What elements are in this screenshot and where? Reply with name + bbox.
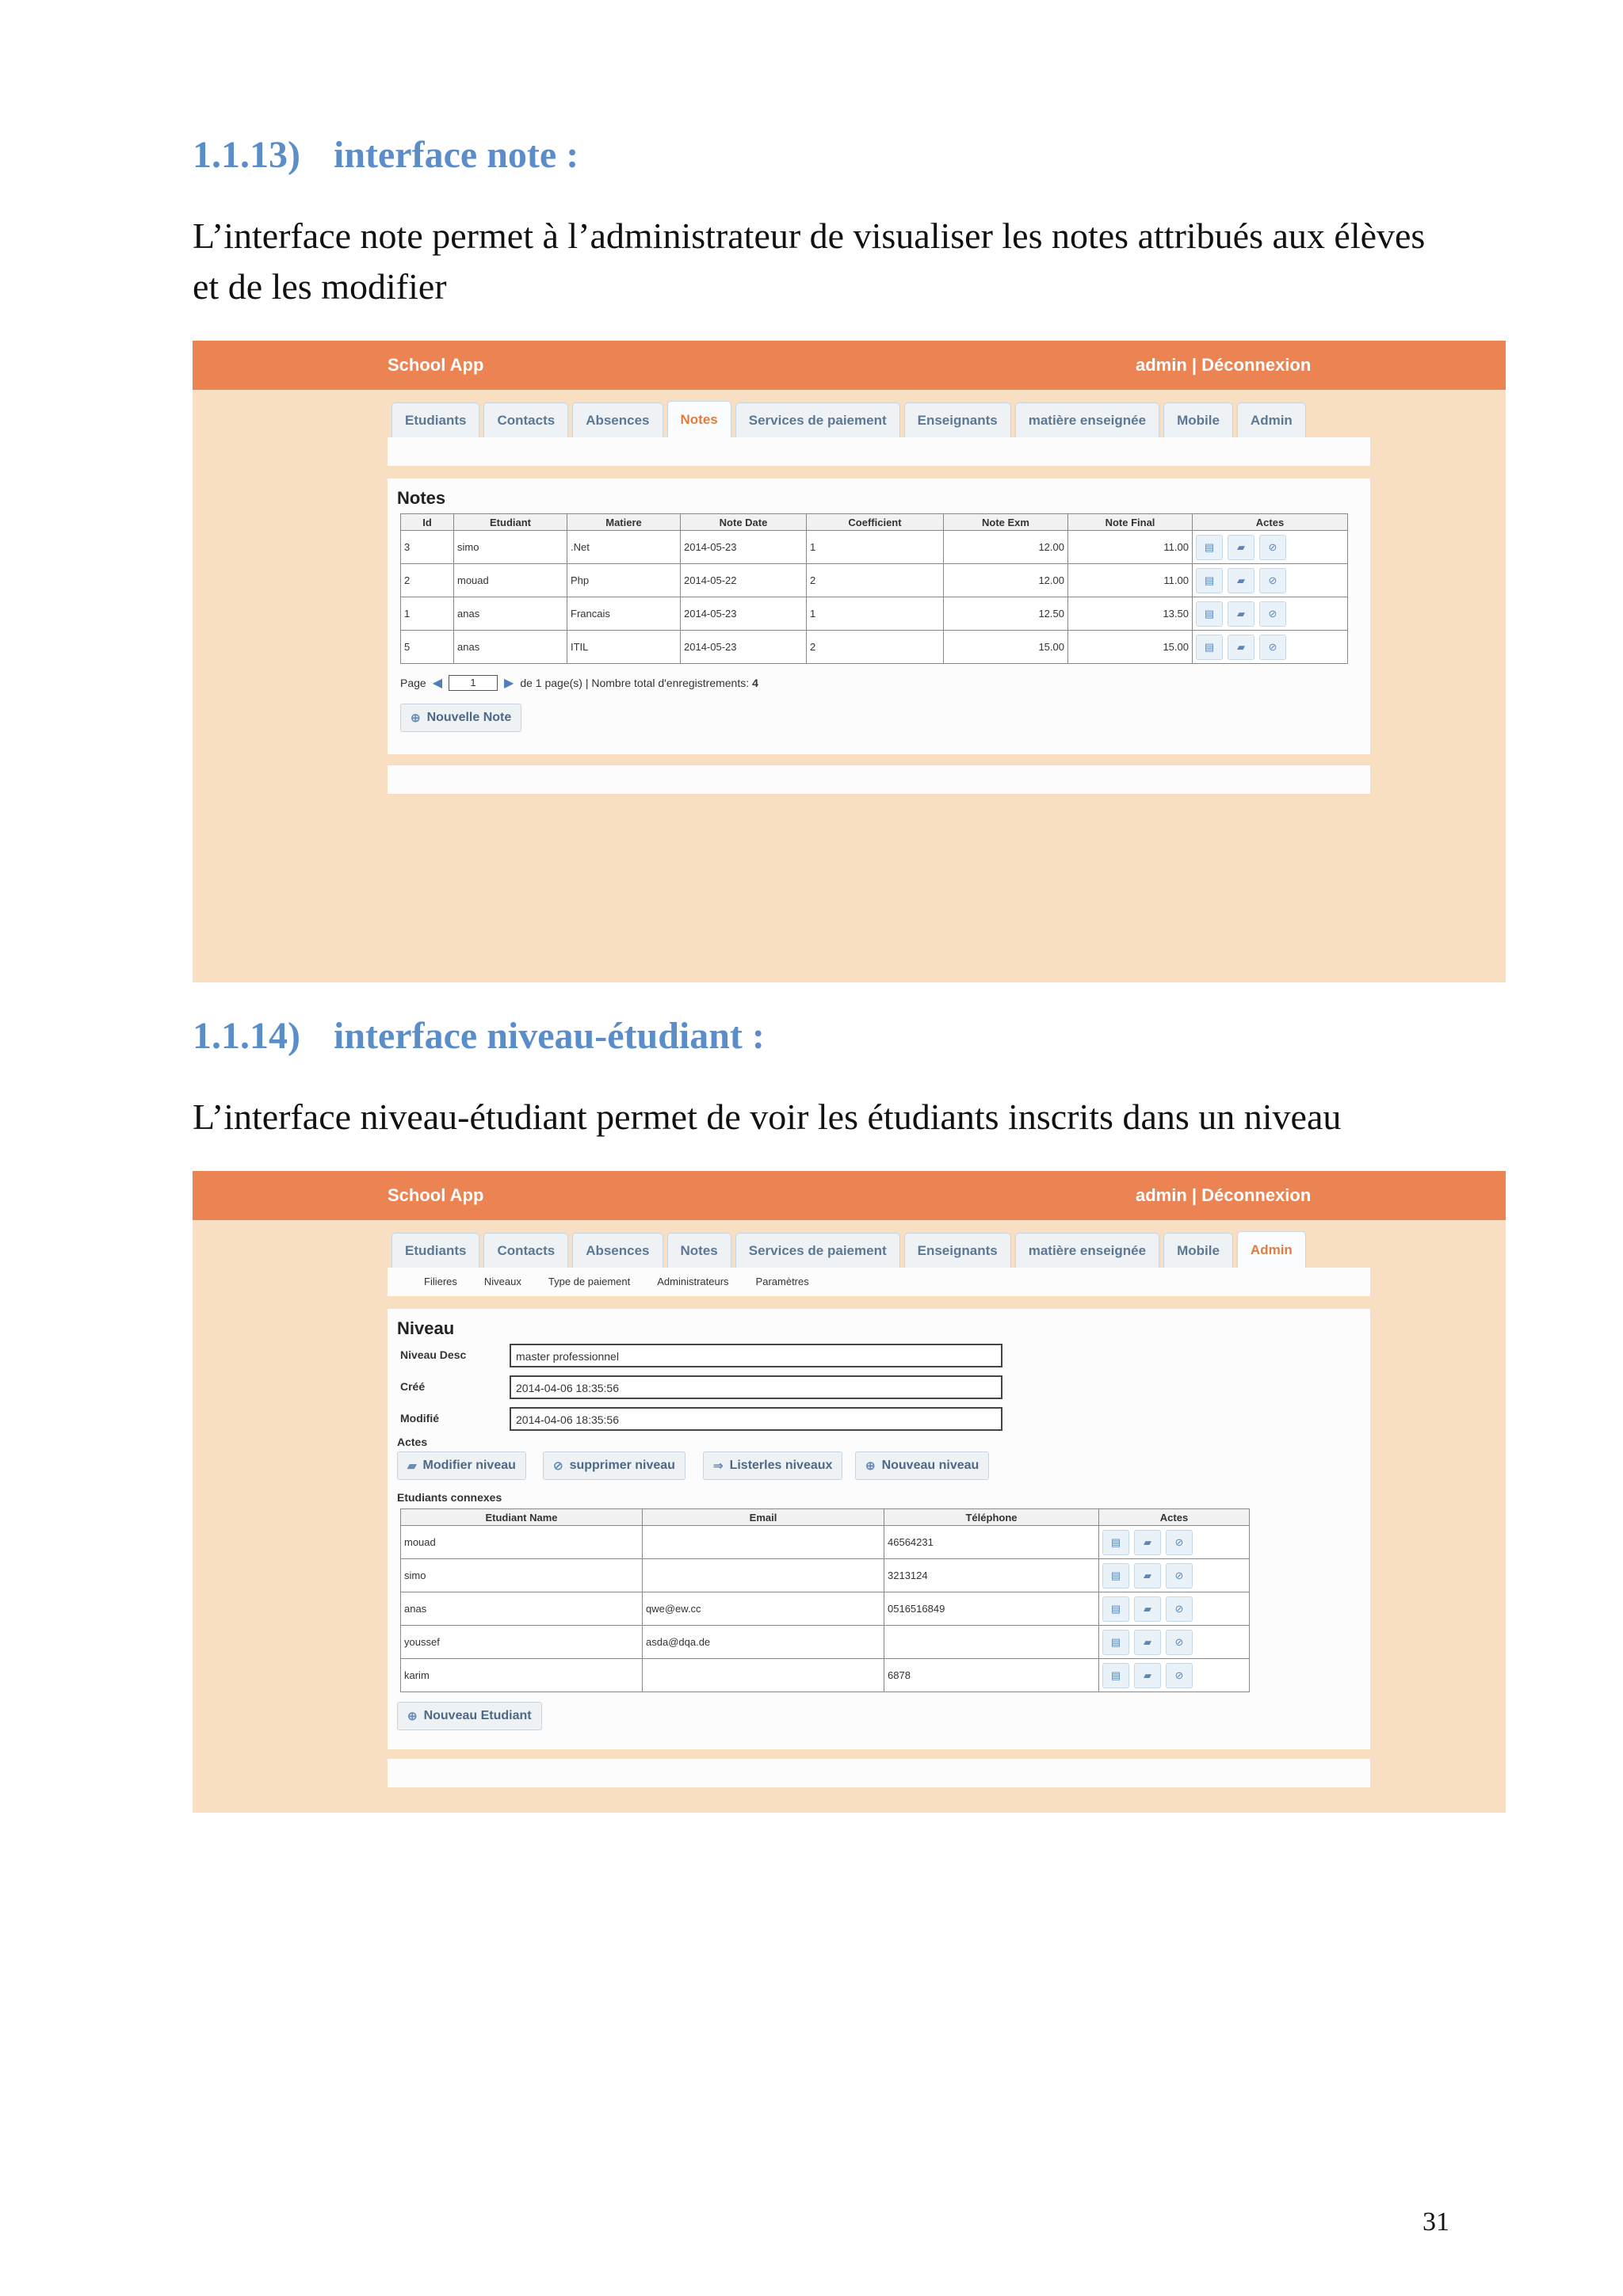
delete-icon[interactable]: ⊘: [1259, 635, 1286, 660]
view-icon[interactable]: ▤: [1196, 568, 1223, 593]
list-levels-button[interactable]: [703, 1451, 842, 1480]
cell-note-exm: 15.00: [944, 631, 1068, 664]
tab-etudiants[interactable]: Etudiants: [391, 402, 479, 437]
view-icon[interactable]: ▤: [1102, 1630, 1129, 1655]
cell-name: anas: [401, 1592, 643, 1626]
delete-icon[interactable]: ⊘: [1166, 1530, 1193, 1555]
cell-note-final: 11.00: [1068, 531, 1193, 564]
new-student-label: Nouveau Etudiant: [423, 1709, 532, 1722]
cell-phone: 0516516849: [884, 1592, 1099, 1626]
cell-matiere: Francais: [567, 597, 681, 631]
actions-label: Actes: [397, 1436, 428, 1448]
cell-email: [643, 1559, 884, 1592]
cell-name: karim: [401, 1659, 643, 1692]
user-links[interactable]: admin | Déconnexion: [1136, 355, 1312, 375]
niveau-screenshot: [193, 1171, 1506, 1813]
section-number: 1.1.14): [193, 1015, 300, 1057]
cell-etudiant: simo: [454, 531, 567, 564]
app-name[interactable]: School App: [388, 1185, 484, 1205]
table-header-row: [401, 1509, 1250, 1526]
view-icon[interactable]: ▤: [1196, 635, 1223, 660]
main-tabs: [391, 402, 1306, 437]
cell-etudiant: anas: [454, 597, 567, 631]
cell-actes: [1099, 1526, 1250, 1559]
table-row[interactable]: [401, 1526, 1250, 1559]
cell-email: asda@dqa.de: [643, 1626, 884, 1659]
subnav-niveaux[interactable]: Niveaux: [483, 1276, 521, 1287]
col-matiere[interactable]: Matiere: [567, 514, 681, 531]
delete-icon[interactable]: ⊘: [1259, 568, 1286, 593]
view-icon[interactable]: ▤: [1102, 1530, 1129, 1555]
app-name[interactable]: School App: [388, 355, 484, 375]
cell-note-date: 2014-05-22: [681, 564, 807, 597]
list-icon: ⇒: [713, 1459, 724, 1473]
subnav-strip: [388, 437, 1370, 466]
user-links[interactable]: admin | Déconnexion: [1136, 1185, 1312, 1205]
students-table: [400, 1508, 1250, 1692]
cell-id: 3: [401, 531, 454, 564]
plus-circle-icon: ⊕: [411, 711, 421, 725]
cell-phone: 6878: [884, 1659, 1099, 1692]
next-page-icon[interactable]: ▶: [504, 677, 514, 690]
col-actes: Actes: [1099, 1509, 1250, 1526]
tab-services-paiement[interactable]: Services de paiement: [735, 1233, 900, 1268]
subnav-filieres[interactable]: Filieres: [424, 1276, 457, 1287]
cell-actes: [1099, 1592, 1250, 1626]
section-heading-1: [193, 133, 579, 177]
cell-actes: [1099, 1559, 1250, 1592]
edit-folder-icon[interactable]: ▰: [1228, 568, 1254, 593]
cree-field[interactable]: 2014-04-06 18:35:56: [510, 1375, 1002, 1399]
view-icon[interactable]: ▤: [1102, 1596, 1129, 1622]
cell-matiere: Php: [567, 564, 681, 597]
new-level-button[interactable]: [855, 1451, 989, 1480]
plus-circle-icon: ⊕: [865, 1459, 876, 1473]
col-etudiant-name[interactable]: Etudiant Name: [401, 1509, 643, 1526]
cell-note-date: 2014-05-23: [681, 631, 807, 664]
cell-phone: 46564231: [884, 1526, 1099, 1559]
footer-strip: [388, 765, 1370, 794]
cell-note-exm: 12.00: [944, 564, 1068, 597]
folder-icon: ▰: [407, 1459, 417, 1473]
tab-matiere-enseignee[interactable]: matière enseignée: [1015, 1233, 1159, 1268]
pager: [400, 675, 758, 691]
cell-note-final: 15.00: [1068, 631, 1193, 664]
section-heading-2: [193, 1014, 765, 1058]
col-actes: Actes: [1193, 514, 1348, 531]
cell-actes: [1193, 564, 1348, 597]
table-row[interactable]: [401, 1559, 1250, 1592]
table-row[interactable]: [401, 531, 1348, 564]
cell-note-exm: 12.00: [944, 531, 1068, 564]
tab-notes[interactable]: Notes: [667, 401, 731, 437]
tab-notes[interactable]: Notes: [667, 1233, 731, 1268]
new-level-label: Nouveau niveau: [881, 1459, 980, 1472]
modify-level-label: Modifier niveau: [422, 1459, 516, 1472]
cell-id: 5: [401, 631, 454, 664]
tab-mobile[interactable]: Mobile: [1163, 1233, 1233, 1268]
delete-level-button[interactable]: [543, 1451, 685, 1480]
cell-actes: [1193, 531, 1348, 564]
page-number: 31: [1423, 2207, 1449, 2237]
table-row[interactable]: [401, 564, 1348, 597]
footer-strip: [388, 1759, 1370, 1787]
field-label-niveau-desc: Niveau Desc: [400, 1348, 467, 1361]
cell-id: 1: [401, 597, 454, 631]
cell-coefficient: 1: [807, 531, 944, 564]
tab-absences[interactable]: Absences: [572, 402, 663, 437]
edit-folder-icon[interactable]: ▰: [1134, 1530, 1161, 1555]
edit-folder-icon[interactable]: ▰: [1228, 535, 1254, 560]
cell-matiere: ITIL: [567, 631, 681, 664]
view-icon[interactable]: ▤: [1196, 535, 1223, 560]
delete-icon[interactable]: ⊘: [1166, 1596, 1193, 1622]
view-icon[interactable]: ▤: [1102, 1663, 1129, 1688]
table-row[interactable]: [401, 1626, 1250, 1659]
cell-note-date: 2014-05-23: [681, 531, 807, 564]
tab-admin[interactable]: Admin: [1237, 1231, 1306, 1268]
cell-name: mouad: [401, 1526, 643, 1559]
new-note-label: Nouvelle Note: [426, 711, 512, 724]
delete-icon: ⊘: [553, 1459, 563, 1473]
col-id[interactable]: Id: [401, 514, 454, 531]
pager-total: 4: [752, 677, 758, 689]
cell-name: simo: [401, 1559, 643, 1592]
cell-phone: 3213124: [884, 1559, 1099, 1592]
list-levels-label: Listerles niveaux: [729, 1459, 833, 1472]
tab-contacts[interactable]: Contacts: [483, 402, 568, 437]
cell-email: qwe@ew.cc: [643, 1592, 884, 1626]
cell-actes: [1193, 597, 1348, 631]
tab-absences[interactable]: Absences: [572, 1233, 663, 1268]
cell-phone: [884, 1626, 1099, 1659]
cell-note-final: 11.00: [1068, 564, 1193, 597]
new-student-button[interactable]: [397, 1702, 542, 1730]
new-note-button[interactable]: [400, 704, 521, 732]
panel-title: Niveau: [397, 1318, 455, 1338]
app-header-bar: [193, 341, 1506, 390]
niveau-desc-field[interactable]: master professionnel: [510, 1344, 1002, 1367]
notes-table: [400, 513, 1348, 664]
edit-folder-icon[interactable]: ▰: [1228, 601, 1254, 627]
plus-circle-icon: ⊕: [407, 1710, 418, 1723]
cell-note-final: 13.50: [1068, 597, 1193, 631]
subnav-administrateurs[interactable]: Administrateurs: [657, 1276, 729, 1287]
col-telephone[interactable]: Téléphone: [884, 1509, 1099, 1526]
cell-coefficient: 2: [807, 564, 944, 597]
notes-panel: [388, 479, 1370, 754]
subnav-type-paiement[interactable]: Type de paiement: [548, 1276, 631, 1287]
app-header-bar: [193, 1171, 1506, 1220]
subnav-strip: [388, 1268, 1370, 1296]
edit-folder-icon[interactable]: ▰: [1134, 1563, 1161, 1589]
cell-note-exm: 12.50: [944, 597, 1068, 631]
edit-folder-icon[interactable]: ▰: [1228, 635, 1254, 660]
tab-etudiants[interactable]: Etudiants: [391, 1233, 479, 1268]
cell-name: youssef: [401, 1626, 643, 1659]
tab-matiere-enseignee[interactable]: matière enseignée: [1015, 402, 1159, 437]
niveau-panel: [388, 1309, 1370, 1749]
cell-actes: [1193, 631, 1348, 664]
cell-etudiant: mouad: [454, 564, 567, 597]
col-coefficient[interactable]: Coefficient: [807, 514, 944, 531]
cell-etudiant: anas: [454, 631, 567, 664]
table-row[interactable]: [401, 597, 1348, 631]
edit-folder-icon[interactable]: ▰: [1134, 1630, 1161, 1655]
page-input[interactable]: 1: [449, 675, 498, 691]
col-note-exm[interactable]: Note Exm: [944, 514, 1068, 531]
cell-coefficient: 1: [807, 597, 944, 631]
col-email[interactable]: Email: [643, 1509, 884, 1526]
pager-summary: de 1 page(s) | Nombre total d'enregistrements:: [520, 677, 750, 689]
tab-enseignants[interactable]: Enseignants: [904, 1233, 1011, 1268]
edit-folder-icon[interactable]: ▰: [1134, 1663, 1161, 1688]
cell-id: 2: [401, 564, 454, 597]
tab-services-paiement[interactable]: Services de paiement: [735, 402, 900, 437]
main-tabs: [391, 1233, 1306, 1268]
delete-icon[interactable]: ⊘: [1166, 1663, 1193, 1688]
delete-level-label: supprimer niveau: [569, 1459, 675, 1472]
field-label-modifie: Modifié: [400, 1412, 439, 1425]
table-row[interactable]: [401, 1592, 1250, 1626]
section-paragraph-2: L’interface niveau-étudiant permet de voir les étudiants inscrits dans un niveau: [193, 1097, 1342, 1137]
tab-admin[interactable]: Admin: [1237, 402, 1306, 437]
section-paragraph-1: L’interface note permet à l’administrateur de visualiser les notes attribués aux élèves et de les modifier: [193, 215, 1426, 307]
col-note-final[interactable]: Note Final: [1068, 514, 1193, 531]
cell-email: [643, 1526, 884, 1559]
modify-level-button[interactable]: [397, 1451, 526, 1480]
view-icon[interactable]: ▤: [1102, 1563, 1129, 1589]
cell-coefficient: 2: [807, 631, 944, 664]
pager-label: Page: [400, 677, 426, 689]
section-title: interface niveau-étudiant :: [333, 1015, 765, 1057]
delete-icon[interactable]: ⊘: [1166, 1630, 1193, 1655]
prev-page-icon[interactable]: ◀: [432, 677, 443, 690]
cell-matiere: .Net: [567, 531, 681, 564]
subnav-parametres[interactable]: Paramètres: [755, 1276, 809, 1287]
col-note-date[interactable]: Note Date: [681, 514, 807, 531]
cell-actes: [1099, 1626, 1250, 1659]
notes-screenshot: [193, 341, 1506, 982]
panel-title: Notes: [397, 488, 446, 508]
view-icon[interactable]: ▤: [1196, 601, 1223, 627]
admin-subnav: [424, 1276, 809, 1287]
cell-note-date: 2014-05-23: [681, 597, 807, 631]
table-header-row: [401, 514, 1348, 531]
tab-enseignants[interactable]: Enseignants: [904, 402, 1011, 437]
cell-actes: [1099, 1659, 1250, 1692]
section-title: interface note :: [333, 134, 579, 176]
modifie-field[interactable]: 2014-04-06 18:35:56: [510, 1407, 1002, 1431]
field-label-cree: Créé: [400, 1380, 426, 1393]
table-row[interactable]: [401, 631, 1348, 664]
section-number: 1.1.13): [193, 134, 300, 176]
tab-mobile[interactable]: Mobile: [1163, 402, 1233, 437]
tab-contacts[interactable]: Contacts: [483, 1233, 568, 1268]
delete-icon[interactable]: ⊘: [1166, 1563, 1193, 1589]
cell-email: [643, 1659, 884, 1692]
table-row[interactable]: [401, 1659, 1250, 1692]
delete-icon[interactable]: ⊘: [1259, 601, 1286, 627]
delete-icon[interactable]: ⊘: [1259, 535, 1286, 560]
edit-folder-icon[interactable]: ▰: [1134, 1596, 1161, 1622]
students-title: Etudiants connexes: [397, 1491, 502, 1504]
col-etudiant[interactable]: Etudiant: [454, 514, 567, 531]
